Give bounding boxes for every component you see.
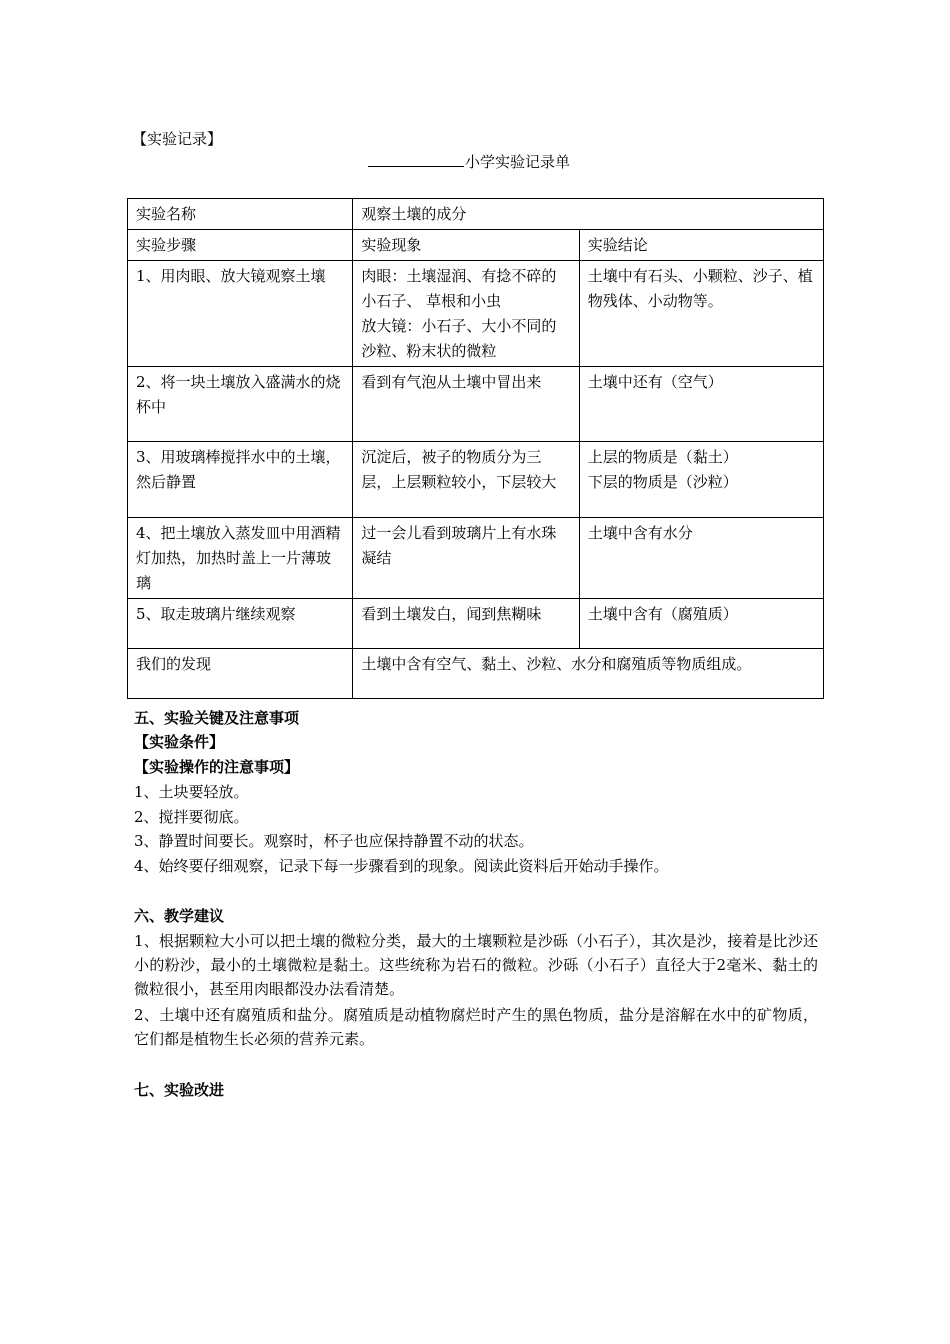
conclusion-cell — [579, 367, 823, 442]
conditions-heading: 【实验条件】 — [134, 733, 225, 751]
list-item: 2、搅拌要彻底。 — [134, 808, 249, 826]
school-name-blank[interactable] — [368, 152, 464, 167]
conclusion-line: 土壤中含有水分 — [587, 524, 693, 542]
phenomenon-cell — [353, 599, 579, 649]
conclusion-cell — [579, 518, 823, 599]
table-row — [128, 649, 824, 699]
step-cell: 1、用肉眼、放大镜观察土壤 — [128, 261, 353, 367]
section-7-title: 七、实验改进 — [134, 1081, 225, 1099]
phenomenon-line: 过一会儿看到玻璃片上有水珠凝结 — [361, 524, 557, 567]
experiment-record-table — [127, 198, 824, 699]
phenomenon-line: 放大镜：小石子、大小不同的沙粒、粉末状的微粒 — [361, 317, 557, 360]
teaching-suggestion-2: 2、土壤中还有腐殖质和盐分。腐殖质是动植物腐烂时产生的黑色物质，盐分是溶解在水中的矿物质，它们都是植物生长必须的营养元素。 — [134, 1006, 818, 1048]
table-row — [128, 261, 824, 367]
record-sheet-title — [368, 151, 570, 172]
finding-value: 土壤中含有空气、黏土、沙粒、水分和腐殖质等物质组成。 — [353, 649, 824, 699]
phenomenon-cell — [353, 261, 579, 367]
conclusion-line: 土壤中还有（空气） — [587, 373, 723, 391]
table-row — [128, 442, 824, 518]
step-cell: 3、用玻璃棒搅拌水中的土壤，然后静置 — [128, 442, 353, 518]
phenomenon-line: 看到土壤发白，闻到焦糊味 — [361, 605, 542, 623]
conclusion-cell — [579, 261, 823, 367]
table-row — [128, 599, 824, 649]
finding-label: 我们的发现 — [128, 649, 353, 699]
conclusion-cell — [579, 599, 823, 649]
step-cell: 2、将一块土壤放入盛满水的烧杯中 — [128, 367, 353, 442]
table-row — [128, 367, 824, 442]
table-header-row — [128, 230, 824, 261]
table-row — [128, 199, 824, 230]
experiment-name-label: 实验名称 — [128, 199, 353, 230]
header-conclusion: 实验结论 — [579, 230, 823, 261]
step-cell: 4、把土壤放入蒸发皿中用酒精灯加热，加热时盖上一片薄玻璃 — [128, 518, 353, 599]
section-5-title: 五、实验关键及注意事项 — [134, 709, 300, 727]
record-heading: 【实验记录】 — [132, 130, 223, 148]
operation-notes-heading: 【实验操作的注意事项】 — [134, 758, 300, 776]
header-phenomenon: 实验现象 — [353, 230, 579, 261]
table-row — [128, 518, 824, 599]
list-item: 4、始终要仔细观察，记录下每一步骤看到的现象。阅读此资料后开始动手操作。 — [134, 857, 669, 875]
phenomenon-line: 看到有气泡从土壤中冒出来 — [361, 373, 542, 391]
conclusion-line: 上层的物质是（黏土） — [587, 448, 738, 466]
phenomenon-cell — [353, 442, 579, 518]
phenomenon-cell — [353, 367, 579, 442]
conclusion-line: 下层的物质是（沙粒） — [587, 473, 738, 491]
conclusion-cell — [579, 442, 823, 518]
phenomenon-cell — [353, 518, 579, 599]
conclusion-line: 土壤中有石头、小颗粒、沙子、植物残体、小动物等。 — [587, 267, 813, 310]
phenomenon-line: 沉淀后，被子的物质分为三层，上层颗粒较小，下层较大 — [361, 448, 557, 491]
step-cell: 5、取走玻璃片继续观察 — [128, 599, 353, 649]
list-item: 3、静置时间要长。观察时，杯子也应保持静置不动的状态。 — [134, 832, 534, 850]
section-6-title: 六、教学建议 — [134, 907, 225, 925]
conclusion-line: 土壤中含有（腐殖质） — [587, 605, 738, 623]
experiment-name-value: 观察土壤的成分 — [353, 199, 824, 230]
list-item: 1、土块要轻放。 — [134, 783, 249, 801]
phenomenon-line: 肉眼：土壤湿润、有捻不碎的小石子、 草根和小虫 — [361, 267, 557, 310]
header-steps: 实验步骤 — [128, 230, 353, 261]
record-sheet-title-text: 小学实验记录单 — [465, 153, 571, 171]
teaching-suggestion-1: 1、根据颗粒大小可以把土壤的微粒分类，最大的土壤颗粒是沙砾（小石子），其次是沙，接着是比沙还小的粉沙，最小的土壤微粒是黏土。这些统称为岩石的微粒。沙砾（小石子）直径大于2毫米、黏土的微粒很小，甚至用肉眼都没办法看清楚。 — [134, 932, 818, 998]
